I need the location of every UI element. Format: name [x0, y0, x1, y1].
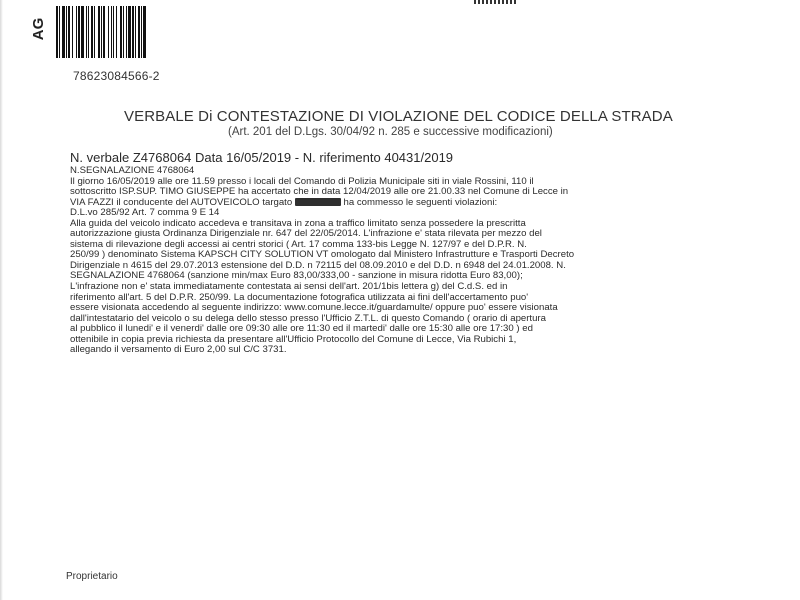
body-line: riferimento all'art. 5 del D.P.R. 250/99. La documentazione fotografica utilizzata ai fini dell'accertamento puo' [70, 291, 529, 303]
body-line: sistema di rilevazione degli accessi ai centri storici ( Art. 17 comma 133-bis Legge N. 127/97 e del D.P.R. N. [70, 238, 527, 250]
body-line: sottoscritto ISP.SUP. TIMO GIUSEPPE ha accertato che in data 12/04/2019 alle ore 21.00.33 nel Comune di Lecce in [70, 186, 569, 198]
body-line: Alla guida del veicolo indicato accedeva e transitava in zona a traffico limitato senza possedere la prescritta [70, 217, 526, 229]
body-line: autorizzazione giusta Ordinanza Dirigenziale nr. 647 del 22/05/2014. L'infrazione e' stata rilevata per mezzo del [70, 228, 542, 240]
vehicle-description: VIA FAZZI il conducente del AUTOVEICOLO targato [70, 196, 293, 208]
body-line: 250/99 ) denominato Sistema KAPSCH CITY SOLUTION VT omologato dal Ministero Infrastrutture e Trasporti Decreto [70, 249, 575, 261]
body-line: al pubblico il lunedi' e il venerdi' dalle ore 09:30 alle ore 11:30 ed il martedi' dalle ore 15:30 alle ore 17:30 ) ed [70, 323, 533, 335]
corner-code: AG [29, 17, 47, 41]
body-line: dall'intestatario del veicolo o su delega dello stesso presso l'Ufficio Z.T.L. di questo Comando ( orario di apertura [70, 312, 546, 324]
scan-edge-shadow [0, 0, 3, 600]
violations-intro: ha commesso le seguenti violazioni: [343, 196, 498, 208]
document-title: VERBALE Di CONTESTAZIONE DI VIOLAZIONE DEL CODICE DELLA STRADA [124, 108, 673, 125]
body-line: Il giorno 16/05/2019 alle ore 11.59 presso i locali del Comando di Polizia Municipale siti in viale Rossini, 110 il [70, 175, 534, 187]
body-line: allegando il versamento di Euro 2,00 sul C/C 3731. [70, 344, 287, 356]
notice-body [70, 166, 695, 356]
barcode [56, 6, 180, 58]
violation-article: D.L.vo 285/92 Art. 7 comma 9 E 14 [70, 207, 220, 219]
redacted-plate [295, 198, 341, 206]
body-line: Dirigenziale n 4615 del 29.07.2013 estensione del D.D. n 72115 del 08.09.2010 e del D.D. n 6948 del 24.01.2008. N. [70, 259, 566, 271]
body-line: essere visionata accedendo al seguente indirizzo: www.comune.lecce.it/guardamulte/ oppure puo' essere visionata [70, 302, 558, 314]
top-print-mark [474, 0, 518, 4]
body-line: ottenibile in copia previa richiesta da presentare all'Ufficio Protocollo del Comune di Lecce, Via Rubichi 1, [70, 333, 517, 345]
document-subtitle: (Art. 201 del D.Lgs. 30/04/92 n. 285 e successive modificazioni) [228, 126, 553, 138]
body-line: SEGNALAZIONE 4768064 (sanzione min/max Euro 83,00/333,00 - sanzione in misura ridotta Euro 83,00); [70, 270, 523, 282]
segnalazione-number: N.SEGNALAZIONE 4768064 [70, 165, 195, 176]
owner-label: Proprietario [66, 571, 118, 582]
verbale-reference: N. verbale Z4768064 Data 16/05/2019 - N. riferimento 40431/2019 [70, 150, 454, 165]
body-line: L'infrazione non e' stata immediatamente contestata ai sensi dell'art. 201/1bis lettera g) del C.d.S. ed in [70, 281, 508, 293]
barcode-number: 78623084566-2 [73, 69, 160, 83]
